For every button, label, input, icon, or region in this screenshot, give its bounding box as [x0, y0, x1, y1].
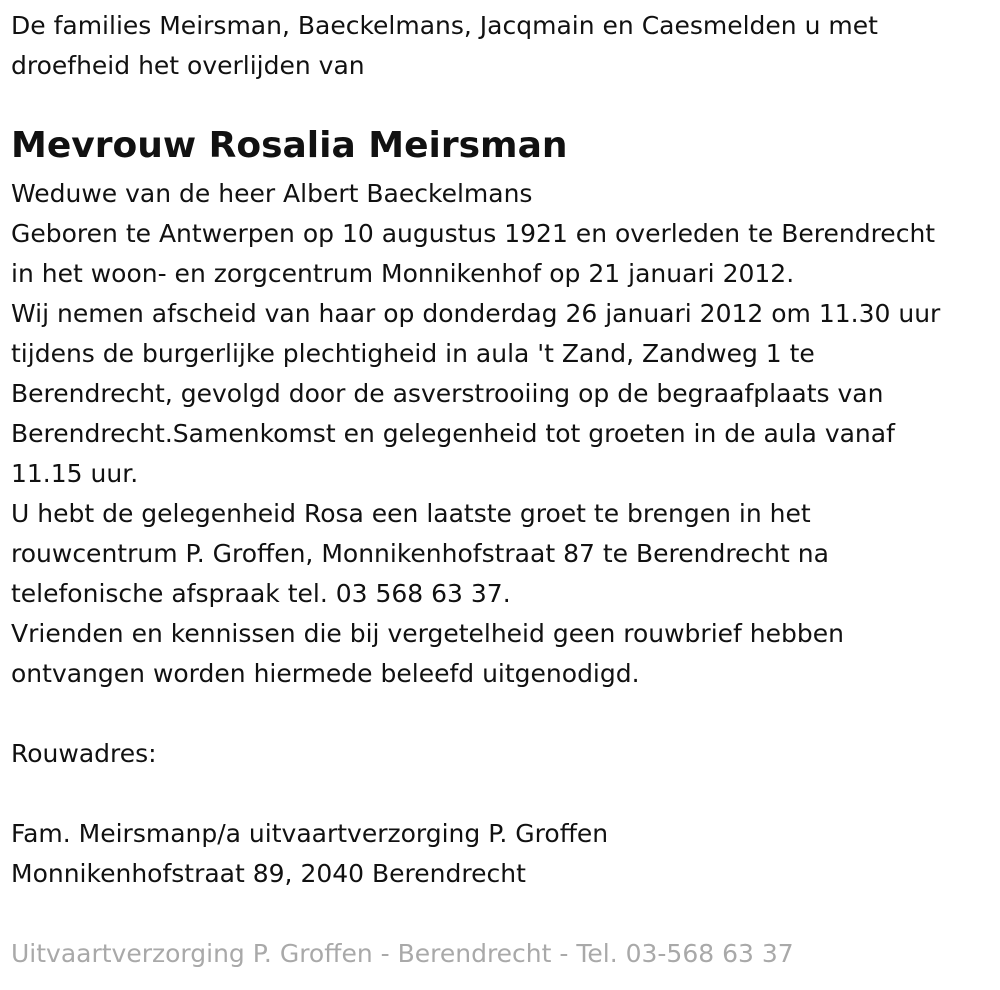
- body-line: Vrienden en kennissen die bij vergetelheid geen rouwbrief hebben: [11, 619, 844, 648]
- body-line: in het woon- en zorgcentrum Monnikenhof op 21 januari 2012.: [11, 259, 795, 288]
- body-line: Weduwe van de heer Albert Baeckelmans: [11, 179, 533, 208]
- deceased-name: Mevrouw Rosalia Meirsman: [11, 125, 568, 166]
- notice-body: [11, 174, 940, 694]
- body-line: Wij nemen afscheid van haar op donderdag 26 januari 2012 om 11.30 uur: [11, 299, 941, 328]
- address-label: Rouwadres:: [11, 739, 157, 768]
- body-line: U hebt de gelegenheid Rosa een laatste groet te brengen in het: [11, 499, 811, 528]
- body-line: rouwcentrum P. Groffen, Monnikenhofstraat 87 te Berendrecht na: [11, 539, 829, 568]
- body-line: Berendrecht.Samenkomst en gelegenheid tot groeten in de aula vanaf: [11, 419, 895, 448]
- mourning-address: [11, 814, 608, 894]
- body-line: Berendrecht, gevolgd door de asverstrooiing op de begraafplaats van: [11, 379, 884, 408]
- body-line: 11.15 uur.: [11, 459, 139, 488]
- address-line: Fam. Meirsmanp/a uitvaartverzorging P. Groffen: [11, 819, 609, 848]
- body-line: Geboren te Antwerpen op 10 augustus 1921 en overleden te Berendrecht: [11, 219, 936, 248]
- intro-line: De families Meirsman, Baeckelmans, Jacqmain en Caesmelden u met: [11, 11, 878, 40]
- funeral-home-footer: Uitvaartverzorging P. Groffen - Berendrecht - Tel. 03-568 63 37: [11, 939, 794, 968]
- intro-line: droefheid het overlijden van: [11, 51, 365, 80]
- body-line: ontvangen worden hiermede beleefd uitgenodigd.: [11, 659, 640, 688]
- intro-text: [11, 6, 878, 86]
- body-line: tijdens de burgerlijke plechtigheid in aula 't Zand, Zandweg 1 te: [11, 339, 815, 368]
- body-line: telefonische afspraak tel. 03 568 63 37.: [11, 579, 511, 608]
- address-line: Monnikenhofstraat 89, 2040 Berendrecht: [11, 859, 526, 888]
